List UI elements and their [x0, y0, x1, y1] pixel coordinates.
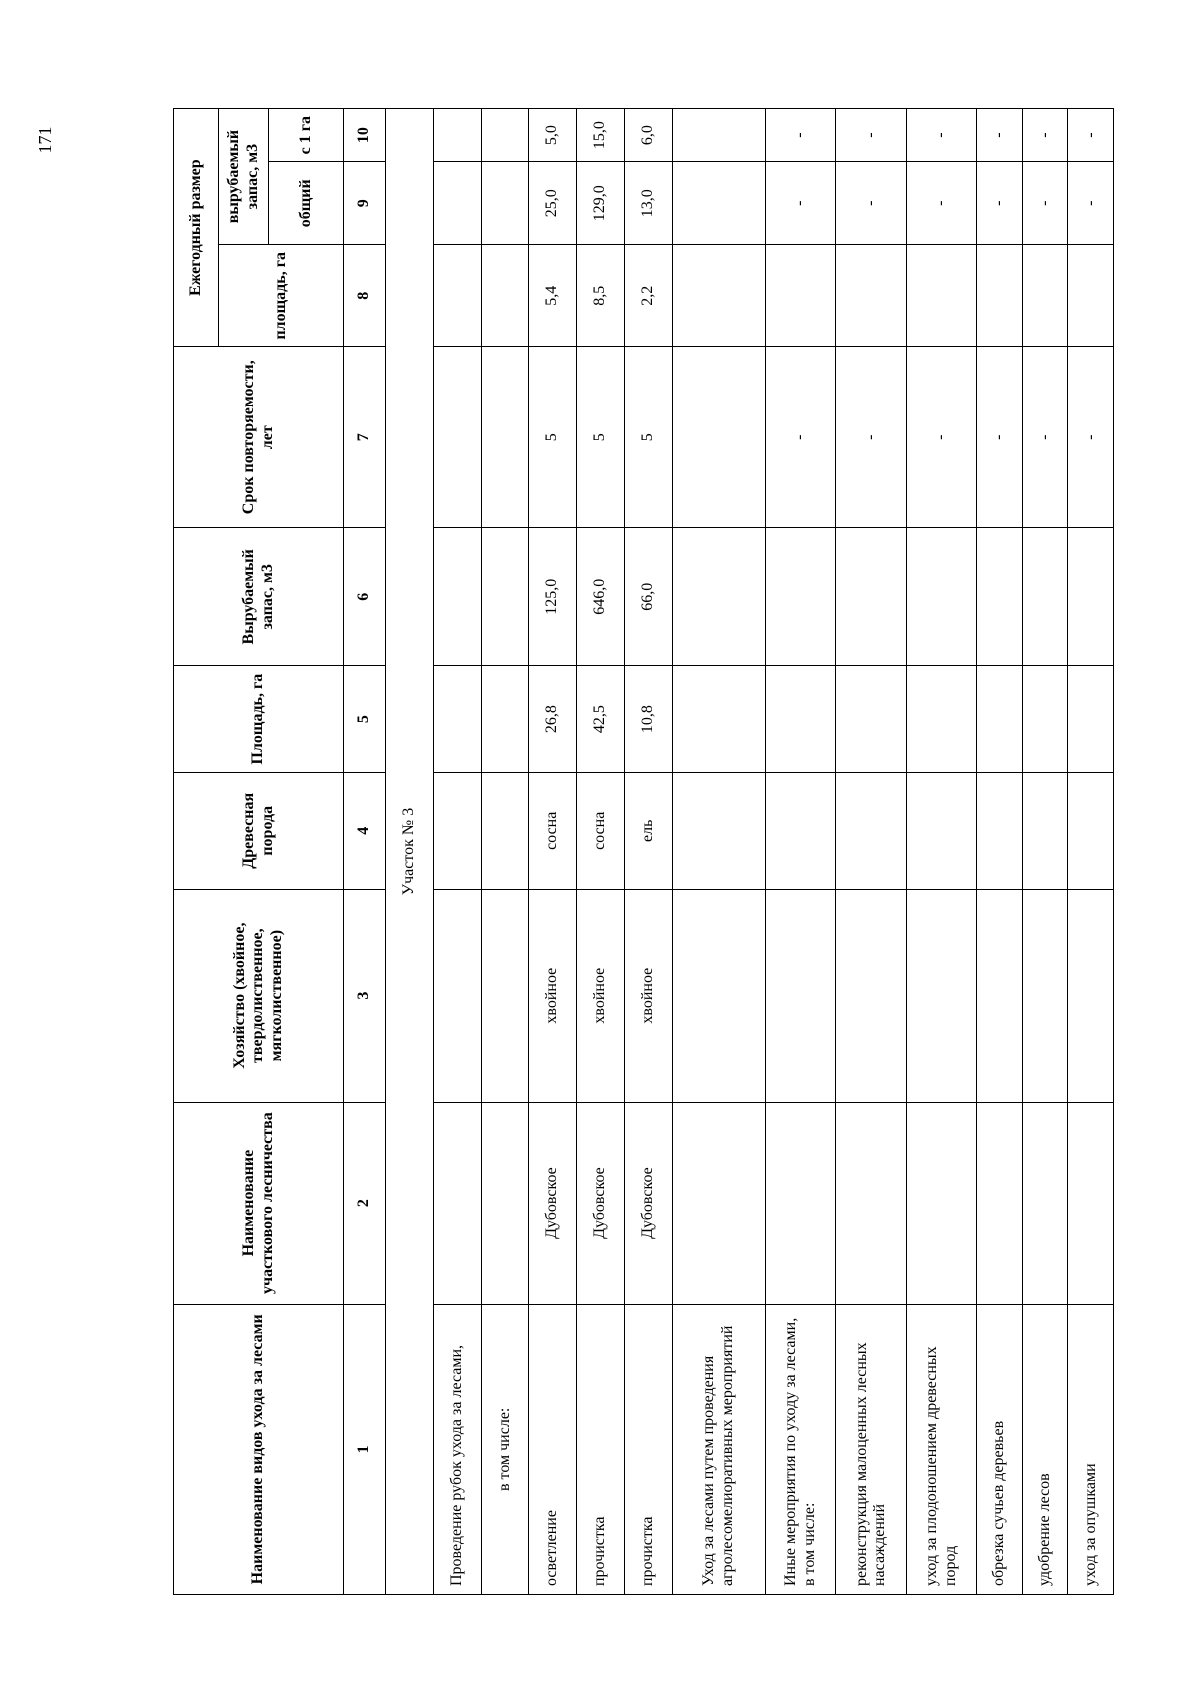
row-value-cell: 6,0 — [624, 109, 672, 162]
row-value-cell — [906, 1102, 977, 1304]
row-value-cell: 5 — [529, 347, 577, 528]
row-value-cell: хвойное — [577, 889, 625, 1102]
row-value-cell — [672, 889, 765, 1102]
header-col3: Хозяйство (хвойное, твердолиственное, мягколиственное) — [174, 889, 344, 1102]
row-value-cell: 5 — [577, 347, 625, 528]
table-row — [836, 109, 907, 1595]
row-value-cell: - — [906, 162, 977, 245]
row-value-cell: Дубовское — [529, 1102, 577, 1304]
row-value-cell — [977, 666, 1023, 772]
row-value-cell: 10,8 — [624, 666, 672, 772]
column-number: 1 — [344, 1304, 386, 1594]
column-number: 7 — [344, 347, 386, 528]
row-value-cell: 13,0 — [624, 162, 672, 245]
row-value-cell — [1068, 245, 1114, 347]
table-row — [433, 109, 481, 1595]
row-value-cell — [481, 666, 529, 772]
column-number: 5 — [344, 666, 386, 772]
row-name-cell: уход за опушками — [1068, 1304, 1114, 1594]
row-value-cell — [481, 162, 529, 245]
row-value-cell: - — [836, 347, 907, 528]
row-name-cell: в том числе: — [481, 1304, 529, 1594]
row-value-cell — [1068, 1102, 1114, 1304]
row-value-cell: - — [1068, 347, 1114, 528]
table-row — [481, 109, 529, 1595]
header-stock: вырубаемый запас, м3 — [219, 109, 269, 245]
header-annual: Ежегодный размер — [174, 109, 219, 347]
rotated-table-frame — [173, 108, 1114, 1595]
row-value-cell: хвойное — [529, 889, 577, 1102]
row-value-cell: - — [977, 347, 1023, 528]
row-value-cell — [433, 162, 481, 245]
row-value-cell: 15,0 — [577, 109, 625, 162]
header-per-ha: с 1 га — [269, 109, 344, 162]
column-number: 3 — [344, 889, 386, 1102]
row-value-cell — [977, 1102, 1023, 1304]
row-value-cell: - — [1068, 109, 1114, 162]
column-number-row — [344, 109, 386, 1595]
row-value-cell — [1022, 772, 1068, 889]
column-number: 6 — [344, 528, 386, 666]
table-row — [1068, 109, 1114, 1595]
section-row — [386, 109, 434, 1595]
row-value-cell: 5 — [624, 347, 672, 528]
row-value-cell: сосна — [577, 772, 625, 889]
row-value-cell — [977, 245, 1023, 347]
row-value-cell — [836, 889, 907, 1102]
row-value-cell — [765, 772, 836, 889]
row-value-cell — [765, 245, 836, 347]
row-value-cell — [1068, 528, 1114, 666]
row-value-cell — [906, 889, 977, 1102]
row-value-cell — [906, 666, 977, 772]
row-value-cell — [836, 666, 907, 772]
row-value-cell: сосна — [529, 772, 577, 889]
row-value-cell — [765, 666, 836, 772]
row-value-cell — [1022, 666, 1068, 772]
row-name-cell: прочистка — [624, 1304, 672, 1594]
row-value-cell: 5,4 — [529, 245, 577, 347]
column-number: 8 — [344, 245, 386, 347]
row-name-cell: Уход за лесами путем проведения агролесомелиоративных мероприятий — [672, 1304, 765, 1594]
row-value-cell: - — [977, 162, 1023, 245]
row-value-cell: 5,0 — [529, 109, 577, 162]
row-value-cell — [977, 528, 1023, 666]
header-total: общий — [269, 162, 344, 245]
row-value-cell: - — [1022, 162, 1068, 245]
row-value-cell: Дубовское — [577, 1102, 625, 1304]
row-value-cell — [433, 889, 481, 1102]
row-value-cell — [765, 528, 836, 666]
column-number: 4 — [344, 772, 386, 889]
row-value-cell: - — [906, 347, 977, 528]
row-value-cell — [836, 772, 907, 889]
row-value-cell — [481, 1102, 529, 1304]
row-value-cell — [1022, 245, 1068, 347]
row-value-cell — [433, 109, 481, 162]
table-row — [977, 109, 1023, 1595]
page-number: 171 — [34, 126, 55, 154]
row-value-cell: 129,0 — [577, 162, 625, 245]
row-value-cell — [672, 772, 765, 889]
row-value-cell — [977, 772, 1023, 889]
header-row-1 — [174, 109, 219, 1595]
row-value-cell: - — [1068, 162, 1114, 245]
row-value-cell — [433, 772, 481, 889]
row-value-cell: 8,5 — [577, 245, 625, 347]
row-name-cell: Иные мероприятия по уходу за лесами, в том числе: — [765, 1304, 836, 1594]
row-value-cell — [765, 889, 836, 1102]
header-col7: Срок повторяемости, лет — [174, 347, 344, 528]
row-name-cell: реконструкция малоценных лесных насаждений — [836, 1304, 907, 1594]
row-value-cell: - — [1022, 109, 1068, 162]
row-value-cell: 25,0 — [529, 162, 577, 245]
row-value-cell — [672, 666, 765, 772]
row-value-cell: ель — [624, 772, 672, 889]
row-value-cell — [672, 1102, 765, 1304]
forest-care-table — [173, 108, 1114, 1595]
row-value-cell: - — [906, 109, 977, 162]
row-value-cell — [977, 889, 1023, 1102]
row-value-cell: 2,2 — [624, 245, 672, 347]
column-number: 10 — [344, 109, 386, 162]
table-row — [529, 109, 577, 1595]
row-name-cell: Проведение рубок ухода за лесами, — [433, 1304, 481, 1594]
row-name-cell: уход за плодоношением древесных пород — [906, 1304, 977, 1594]
header-col5: Площадь, га — [174, 666, 344, 772]
row-value-cell — [433, 245, 481, 347]
row-name-cell: удобрение лесов — [1022, 1304, 1068, 1594]
table-row — [906, 109, 977, 1595]
row-value-cell: 66,0 — [624, 528, 672, 666]
table-container — [173, 108, 1114, 1595]
row-value-cell — [481, 245, 529, 347]
row-value-cell: - — [765, 109, 836, 162]
table-row — [765, 109, 836, 1595]
row-value-cell — [672, 245, 765, 347]
row-value-cell — [836, 528, 907, 666]
row-value-cell — [836, 245, 907, 347]
row-name-cell: прочистка — [577, 1304, 625, 1594]
row-value-cell: - — [836, 109, 907, 162]
header-col1: Наименование видов ухода за лесами — [174, 1304, 344, 1594]
row-value-cell — [1068, 666, 1114, 772]
column-number: 9 — [344, 162, 386, 245]
row-value-cell — [1022, 889, 1068, 1102]
row-value-cell: - — [1022, 347, 1068, 528]
header-col6: Вырубаемый запас, м3 — [174, 528, 344, 666]
row-value-cell — [433, 347, 481, 528]
row-value-cell — [1068, 889, 1114, 1102]
column-number: 2 — [344, 1102, 386, 1304]
row-value-cell: 42,5 — [577, 666, 625, 772]
row-value-cell: - — [765, 162, 836, 245]
header-col4: Древесная порода — [174, 772, 344, 889]
row-value-cell: - — [836, 162, 907, 245]
header-col2: Наименование участкового лесничества — [174, 1102, 344, 1304]
row-value-cell — [672, 162, 765, 245]
table-row — [1022, 109, 1068, 1595]
row-value-cell — [481, 772, 529, 889]
row-value-cell — [433, 666, 481, 772]
row-value-cell: - — [977, 109, 1023, 162]
row-value-cell — [481, 889, 529, 1102]
row-name-cell: осветление — [529, 1304, 577, 1594]
row-value-cell — [906, 772, 977, 889]
row-value-cell: 26,8 — [529, 666, 577, 772]
row-value-cell — [1068, 772, 1114, 889]
header-area: площадь, га — [219, 245, 344, 347]
table-row — [672, 109, 765, 1595]
row-value-cell: 125,0 — [529, 528, 577, 666]
row-value-cell — [672, 528, 765, 666]
row-value-cell: 646,0 — [577, 528, 625, 666]
row-value-cell: Дубовское — [624, 1102, 672, 1304]
row-value-cell — [433, 1102, 481, 1304]
row-value-cell: хвойное — [624, 889, 672, 1102]
row-value-cell — [836, 1102, 907, 1304]
row-value-cell — [906, 528, 977, 666]
row-value-cell — [1022, 1102, 1068, 1304]
row-value-cell — [481, 347, 529, 528]
table-row — [624, 109, 672, 1595]
row-value-cell — [672, 347, 765, 528]
row-name-cell: обрезка сучьев деревьев — [977, 1304, 1023, 1594]
section-title: Участок № 3 — [386, 109, 434, 1595]
row-value-cell — [433, 528, 481, 666]
row-value-cell — [765, 1102, 836, 1304]
row-value-cell — [1022, 528, 1068, 666]
row-value-cell — [906, 245, 977, 347]
row-value-cell — [481, 528, 529, 666]
row-value-cell — [481, 109, 529, 162]
table-row — [577, 109, 625, 1595]
row-value-cell: - — [765, 347, 836, 528]
row-value-cell — [672, 109, 765, 162]
